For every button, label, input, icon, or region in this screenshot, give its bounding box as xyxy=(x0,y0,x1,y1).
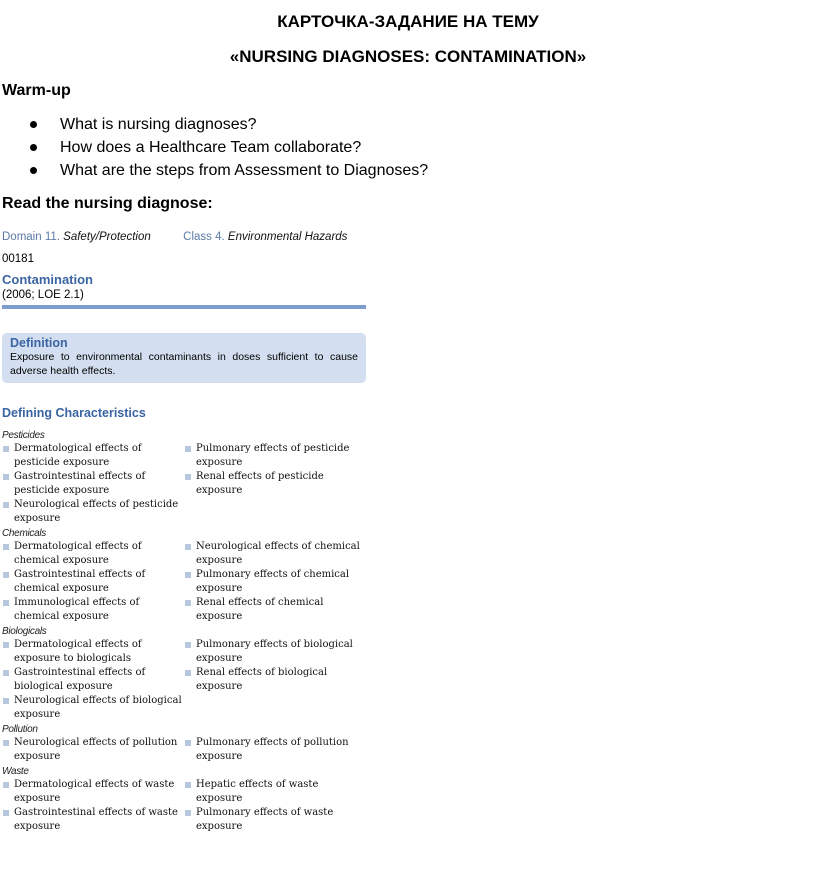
characteristic-group xyxy=(2,527,366,624)
defining-characteristics-heading: Defining Characteristics xyxy=(2,406,146,420)
characteristics-column-left xyxy=(2,778,184,834)
characteristic-item: Pulmonary effects of waste exposure xyxy=(184,806,364,834)
question-item: How does a Healthcare Team collaborate? xyxy=(28,136,428,159)
characteristics-column-left xyxy=(2,638,184,722)
characteristic-item: Dermatological effects of pesticide exposure xyxy=(2,442,182,470)
characteristics-column-left xyxy=(2,540,184,624)
definition-heading: Definition xyxy=(10,336,68,350)
characteristic-item: Neurological effects of biological exposure xyxy=(2,694,182,722)
domain-value: Safety/Protection xyxy=(63,231,151,243)
divider xyxy=(2,305,366,309)
group-name: Chemicals xyxy=(2,528,46,539)
characteristic-group xyxy=(2,723,366,764)
definition-box xyxy=(2,333,366,383)
question-item: What are the steps from Assessment to Diagnoses? xyxy=(28,159,428,182)
title-line-1: КАРТОЧКА-ЗАДАНИЕ НА ТЕМУ xyxy=(277,12,539,31)
characteristic-item: Renal effects of chemical exposure xyxy=(184,596,364,624)
group-name: Pollution xyxy=(2,724,38,735)
definition-text: Exposure to environmental contaminants in doses sufficient to cause adverse health effects. xyxy=(10,351,358,377)
characteristic-item: Pulmonary effects of pesticide exposure xyxy=(184,442,364,470)
characteristic-item: Dermatological effects of exposure to biologicals xyxy=(2,638,182,666)
warmup-questions xyxy=(28,113,428,182)
title-line-2: «NURSING DIAGNOSES: CONTAMINATION» xyxy=(229,47,587,66)
characteristic-item: Pulmonary effects of pollution exposure xyxy=(184,736,364,764)
class-value: Environmental Hazards xyxy=(227,231,348,243)
characteristic-group xyxy=(2,625,366,722)
read-heading: Read the nursing diagnose: xyxy=(2,195,213,212)
characteristic-item: Dermatological effects of waste exposure xyxy=(2,778,182,806)
characteristic-item: Pulmonary effects of chemical exposure xyxy=(184,568,364,596)
diagnosis-name: Contamination xyxy=(2,272,93,287)
characteristic-item: Immunological effects of chemical exposure xyxy=(2,596,182,624)
group-name: Pesticides xyxy=(2,430,45,441)
group-name: Biologicals xyxy=(2,626,47,637)
characteristics-column-left xyxy=(2,442,184,526)
characteristic-item: Neurological effects of pollution exposure xyxy=(2,736,182,764)
characteristic-item: Hepatic effects of waste exposure xyxy=(184,778,364,806)
characteristics-column-right xyxy=(184,736,366,764)
characteristic-group xyxy=(2,429,366,526)
characteristics-groups xyxy=(2,429,366,834)
characteristic-item: Gastrointestinal effects of chemical exposure xyxy=(2,568,182,596)
characteristics-column-right xyxy=(184,540,366,624)
domain-label: Domain 11. xyxy=(2,231,60,243)
characteristic-item: Gastrointestinal effects of biological exposure xyxy=(2,666,182,694)
question-item: What is nursing diagnoses? xyxy=(28,113,428,136)
characteristic-item: Neurological effects of pesticide exposure xyxy=(2,498,182,526)
characteristic-item: Dermatological effects of chemical exposure xyxy=(2,540,182,568)
characteristic-item: Renal effects of pesticide exposure xyxy=(184,470,364,498)
warmup-heading: Warm-up xyxy=(2,82,71,99)
characteristic-group xyxy=(2,765,366,834)
characteristic-item: Pulmonary effects of biological exposure xyxy=(184,638,364,666)
characteristics-column-right xyxy=(184,778,366,834)
characteristic-item: Renal effects of biological exposure xyxy=(184,666,364,694)
diagnosis-card xyxy=(2,228,366,835)
characteristics-column-left xyxy=(2,736,184,764)
level-of-evidence: (2006; LOE 2.1) xyxy=(2,289,84,301)
class-label: Class 4. xyxy=(183,231,225,243)
characteristic-item: Gastrointestinal effects of waste exposure xyxy=(2,806,182,834)
characteristics-column-right xyxy=(184,442,366,526)
characteristic-item: Neurological effects of chemical exposure xyxy=(184,540,364,568)
characteristic-item: Gastrointestinal effects of pesticide exposure xyxy=(2,470,182,498)
diagnosis-code: 00181 xyxy=(2,253,34,265)
group-name: Waste xyxy=(2,766,29,777)
domain-class-line xyxy=(2,228,366,246)
characteristics-column-right xyxy=(184,638,366,722)
